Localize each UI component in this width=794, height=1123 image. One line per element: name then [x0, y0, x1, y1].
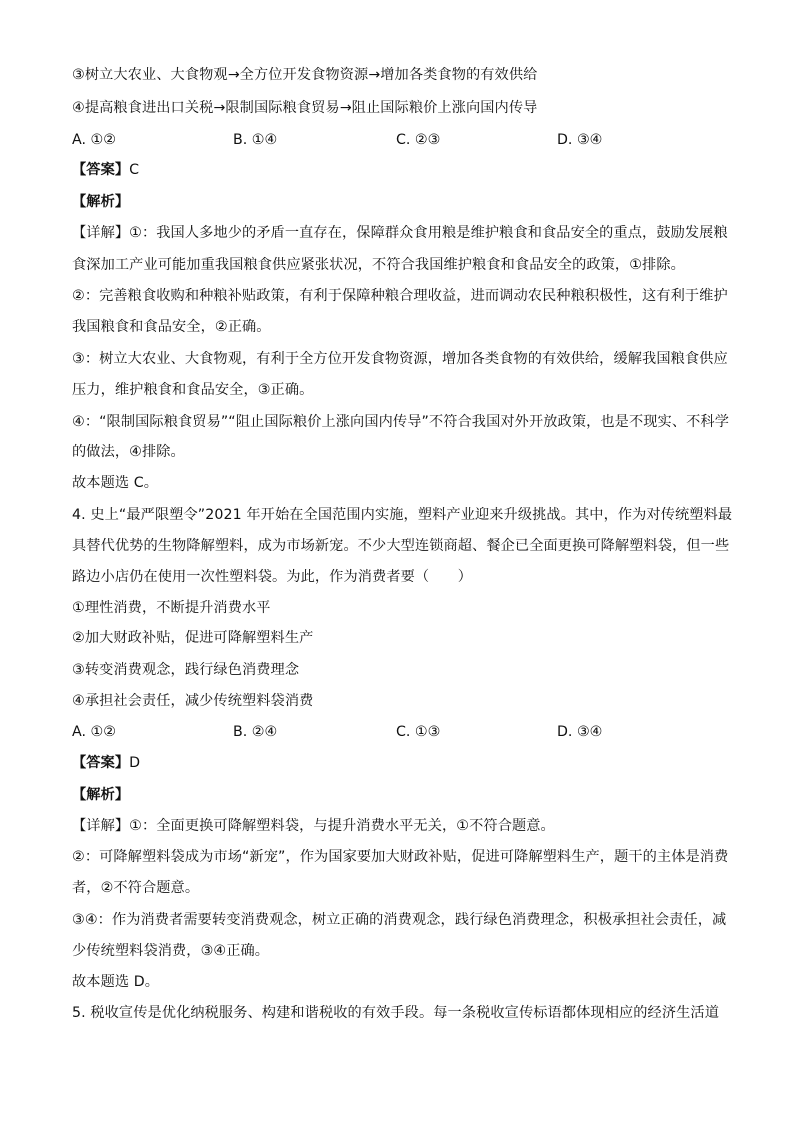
q4-option-a: A. ①② — [72, 724, 116, 740]
q4-detail-line: 少传统塑料袋消费，③④正确。 — [72, 943, 270, 959]
q3-answer-line — [72, 160, 139, 180]
q4-stem-line: 4. 史上“最严限塑令”2021 年开始在全国范围内实施，塑料产业迎来升级挑战。其中，作为对传统塑料最 — [72, 507, 733, 523]
q4-answer-line — [72, 753, 140, 773]
q3-option-a: A. ①② — [72, 132, 116, 148]
q3-detail-line: ②：完善粮食收购和种粮补贴政策，有利于保障种粮合理收益，进而调动农民种粮积极性，这有利于维护 — [72, 288, 728, 304]
q4-analysis-tag: 【解析】 — [72, 787, 130, 803]
q4-detail-line: 者，②不符合题意。 — [72, 880, 200, 896]
answer-tag: 【答案】 — [72, 162, 130, 178]
q4-stem-line: 具替代优势的生物降解塑料，成为市场新宠。不少大型连锁商超、餐企已全面更换可降解塑料袋，但一些 — [72, 538, 730, 554]
q4-answer-value: D — [129, 755, 141, 771]
q4-item-4: ④承担社会责任，减少传统塑料袋消费 — [72, 693, 314, 709]
q3-option-b: B. ①④ — [233, 132, 278, 148]
q5-stem-line: 5. 税收宣传是优化纳税服务、构建和谐税收的有效手段。每一条税收宣传标语都体现相应的经济生活道 — [72, 1005, 719, 1021]
q3-answer-value: C — [129, 162, 140, 178]
q3-detail-line: ③：树立大农业、大食物观，有利于全方位开发食物资源，增加各类食物的有效供给，缓解我国粮食供应 — [72, 351, 728, 367]
q3-detail-line: 【详解】①：我国人多地少的矛盾一直存在，保障群众食用粮是维护粮食和食品安全的重点，鼓励发展粮 — [72, 225, 728, 241]
q3-options — [0, 130, 794, 150]
q4-options — [0, 722, 794, 742]
q3-conclusion: 故本题选 C。 — [72, 475, 159, 491]
q3-item-4: ④提高粮食进出口关税→限制国际粮食贸易→阻止国际粮价上涨向国内传导 — [72, 100, 538, 116]
q4-item-3: ③转变消费观念，践行绿色消费理念 — [72, 662, 300, 678]
q4-stem-line: 路边小店仍在使用一次性塑料袋。为此，作为消费者要（ ） — [72, 569, 473, 585]
answer-tag: 【答案】 — [72, 755, 130, 771]
q4-detail-line: ②：可降解塑料袋成为市场“新宠”，作为国家要加大财政补贴，促进可降解塑料生产，题干的主体是消费 — [72, 849, 729, 865]
q4-item-1: ①理性消费，不断提升消费水平 — [72, 600, 271, 616]
q4-item-2: ②加大财政补贴，促进可降解塑料生产 — [72, 630, 314, 646]
q3-detail-line: 食深加工产业可能加重我国粮食供应紧张状况，不符合我国维护粮食和食品安全的政策，①排除。 — [72, 257, 685, 273]
q4-option-b: B. ②④ — [233, 724, 278, 740]
q3-detail-line: 压力，维护粮食和食品安全，③正确。 — [72, 382, 314, 398]
q4-conclusion: 故本题选 D。 — [72, 974, 160, 990]
q3-option-d: D. ③④ — [557, 132, 603, 148]
q3-detail-line: 的做法，④排除。 — [72, 444, 185, 460]
q4-detail-line: ③④：作为消费者需要转变消费观念，树立正确的消费观念，践行绿色消费理念，积极承担社会责任，减 — [72, 912, 727, 928]
q3-analysis-tag: 【解析】 — [72, 194, 130, 210]
q3-detail-line: ④：“限制国际粮食贸易”“阻止国际粮价上涨向国内传导”不符合我国对外开放政策，也是不现实、不科学 — [72, 414, 729, 430]
q4-detail-line: 【详解】①：全面更换可降解塑料袋，与提升消费水平无关，①不符合题意。 — [72, 818, 555, 834]
q3-item-3: ③树立大农业、大食物观→全方位开发食物资源→增加各类食物的有效供给 — [72, 67, 538, 83]
q4-option-d: D. ③④ — [557, 724, 603, 740]
q3-option-c: C. ②③ — [396, 132, 441, 148]
q4-option-c: C. ①③ — [396, 724, 441, 740]
q3-detail-line: 我国粮食和食品安全，②正确。 — [72, 319, 271, 335]
